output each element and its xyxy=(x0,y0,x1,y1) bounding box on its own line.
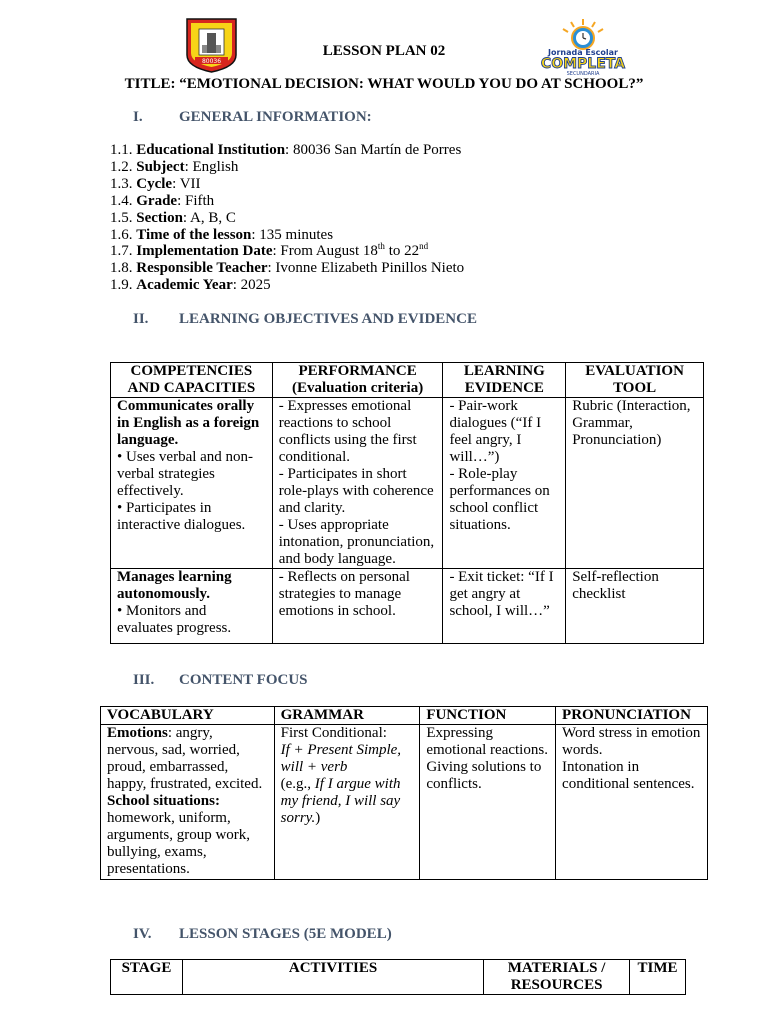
info-item-teacher: 1.8. Responsible Teacher: Ivonne Elizabeth Pinillos Nieto xyxy=(110,260,465,277)
info-item-date: 1.7. Implementation Date: From August 18th to 22nd xyxy=(110,241,429,260)
header-vocabulary: VOCABULARY xyxy=(101,707,275,725)
info-item-section: 1.5. Section: A, B, C xyxy=(110,209,236,226)
evidence-cell: - Pair-work dialogues (“If I feel angry, I will…”) - Role-play performances on school conflict situations. xyxy=(443,398,566,569)
info-item-grade: 1.4. Grade: Fifth xyxy=(110,192,215,209)
table-row xyxy=(111,398,704,569)
info-item-time: 1.6. Time of the lesson: 135 minutes xyxy=(110,226,334,243)
grammar-cell: First Conditional: If + Present Simple, will + verb (e.g., If I argue with my friend, I will say sorry.) xyxy=(274,725,420,880)
tool-cell: Rubric (Interaction, Grammar, Pronunciation) xyxy=(566,398,704,569)
section-heading-content xyxy=(133,672,308,689)
lesson-plan-number: LESSON PLAN 02 xyxy=(322,43,446,59)
header-stage: STAGE xyxy=(111,960,183,995)
header-tool: EVALUATION TOOL xyxy=(566,363,704,398)
table-header-row xyxy=(111,960,686,995)
info-item-year: 1.9. Academic Year: 2025 xyxy=(110,277,271,294)
performance-cell: - Reflects on personal strategies to manage emotions in school. xyxy=(272,569,443,644)
header-grammar: GRAMMAR xyxy=(274,707,420,725)
vocabulary-cell: Emotions: angry, nervous, sad, worried, proud, embarrassed, happy, frustrated, excited. School situations: homework, uniform, arguments, group work, bullying, exams, presentations. xyxy=(101,725,275,880)
objectives-table xyxy=(110,362,704,644)
performance-cell: - Expresses emotional reactions to school conflicts using the first conditional. - Participates in short role-plays with coherence and clarity. - Uses appropriate intonation, pronunciation, and body language. xyxy=(272,398,443,569)
info-item-institution: 1.1. Educational Institution: 80036 San Martín de Porres xyxy=(110,142,462,158)
info-item-subject: 1.2. Subject: English xyxy=(110,158,239,175)
header-activities: ACTIVITIES xyxy=(182,960,483,995)
pronunciation-cell: Word stress in emotion words. Intonation in conditional sentences. xyxy=(556,725,708,880)
title-text: : “EMOTIONAL DECISION: WHAT WOULD YOU DO AT SCHOOL?” xyxy=(170,76,644,92)
section-heading-stages xyxy=(133,926,392,943)
header-competencies: COMPETENCIES AND CAPACITIES xyxy=(111,363,273,398)
info-item-cycle: 1.3. Cycle: VII xyxy=(110,175,201,192)
section-number: II. xyxy=(133,311,149,327)
header-time: TIME xyxy=(629,960,685,995)
evidence-cell: - Exit ticket: “If I get angry at school, I will…” xyxy=(443,569,566,644)
general-info-list xyxy=(110,142,464,294)
section-title: LESSON STAGES (5E MODEL) xyxy=(179,926,392,942)
competency-cell: Manages learning autonomously. • Monitors and evaluates progress. xyxy=(111,569,273,644)
section-heading-general-info xyxy=(133,109,372,126)
section-number: I. xyxy=(133,109,143,125)
header-performance: PERFORMANCE (Evaluation criteria) xyxy=(272,363,443,398)
section-number: IV. xyxy=(133,926,152,942)
table-row xyxy=(111,569,704,644)
lesson-stages-table xyxy=(110,959,686,995)
crest-number: 80036 xyxy=(201,58,222,65)
section-number: III. xyxy=(133,672,155,688)
function-cell: Expressing emotional reactions. Giving solutions to conflicts. xyxy=(420,725,556,880)
logo-text-main: COMPLETA xyxy=(540,56,626,72)
competency-cell: Communicates orally in English as a foreign language. • Uses verbal and non-verbal strategies effectively. • Participates in interactive dialogues. xyxy=(111,398,273,569)
section-title: CONTENT FOCUS xyxy=(179,672,308,688)
header-pronunciation: PRONUNCIATION xyxy=(556,707,708,725)
header-materials: MATERIALS / RESOURCES xyxy=(484,960,630,995)
section-heading-objectives xyxy=(133,311,477,328)
logo-text-bottom: SECUNDARIA xyxy=(566,71,600,77)
logo-text-top: Jornada Escolar xyxy=(548,48,618,57)
section-title: GENERAL INFORMATION: xyxy=(179,109,372,125)
content-focus-table xyxy=(100,706,708,880)
header-evidence: LEARNING EVIDENCE xyxy=(443,363,566,398)
table-header-row xyxy=(101,707,708,725)
tool-cell: Self-reflection checklist xyxy=(566,569,704,644)
header-function: FUNCTION xyxy=(420,707,556,725)
lesson-title xyxy=(0,76,768,93)
title-label: TITLE xyxy=(124,76,171,92)
table-header-row xyxy=(111,363,704,398)
table-row xyxy=(101,725,708,880)
section-title: LEARNING OBJECTIVES AND EVIDENCE xyxy=(179,311,477,327)
